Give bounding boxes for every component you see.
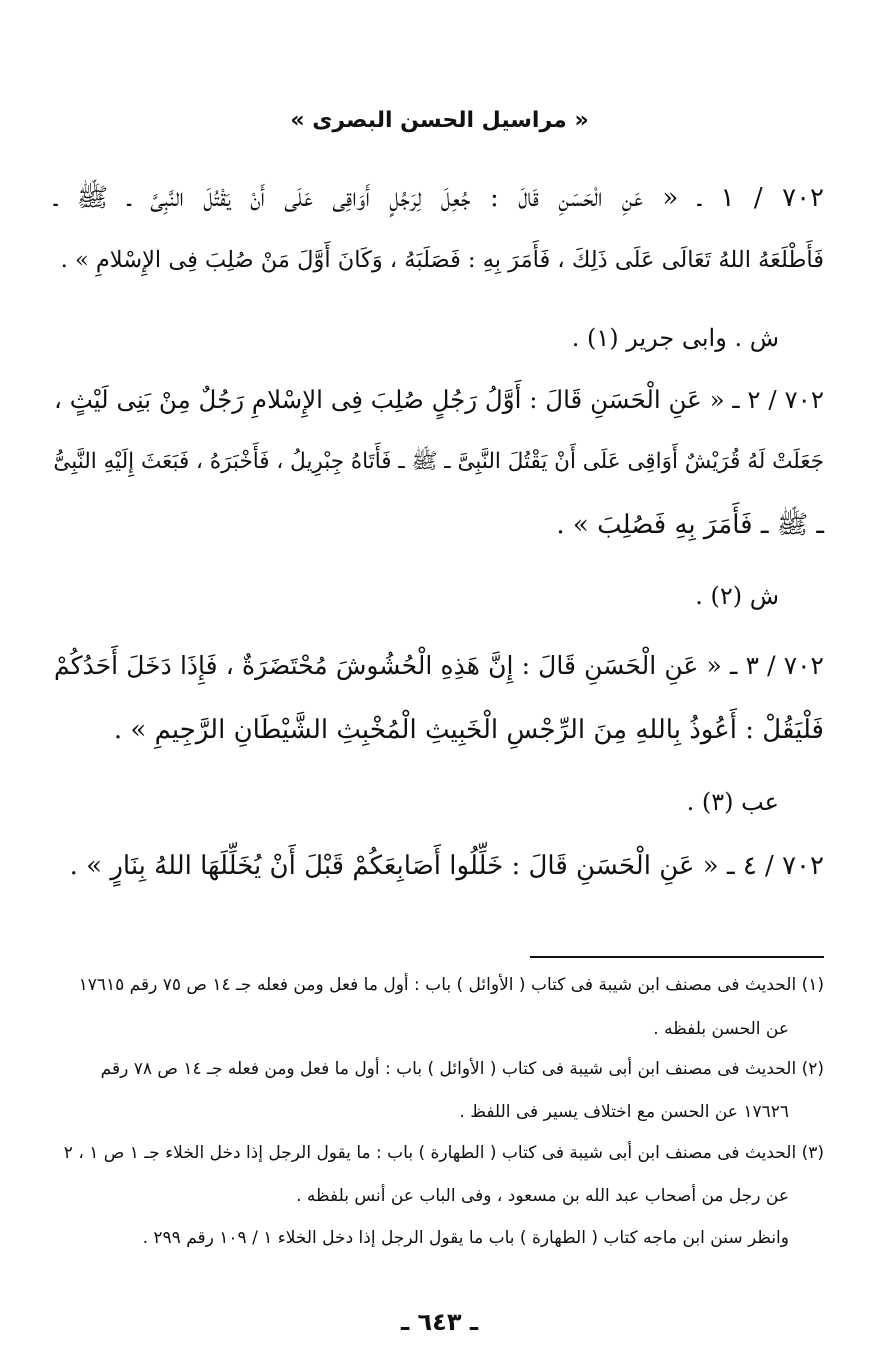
hadith-1-source: ش . وابى جرير (١) . [571,324,779,352]
hadith-4-line-1: ٧٠٢ / ٤ ـ « عَنِ الْحَسَنِ قَالَ : خَلِّلُوا أَصَابِعَكُمْ قَبْلَ أَنْ يُخَلِّلَهَا اللهُ بِنَارٍ » . [69,851,824,881]
hadith-2-line-1: ٧٠٢ / ٢ ـ « عَنِ الْحَسَنِ قَالَ : أَوَّلُ رَجُلٍ صُلِبَ فِى الإِسْلامِ رَجُلٌ مِنْ بَنِى لَيْثٍ ، [54,385,824,414]
hadith-2-line-2: جَعَلَتْ لَهُ قُرَيْشٌ أَوَاقِى عَلَى أَنْ يَقْتُلَ النَّبِىَّ ـ ﷺ ـ فَأَتَاهُ جِبْرِيلُ ، فَأَخْبَرَهُ ، فَبَعَثَ إِلَيْهِ النَّبِىُّ [53,449,824,474]
footnote-1-line-1: (١) الحديث فى مصنف ابن شيبة فى كتاب ( الأوائل ) باب : أول ما فعل ومن فعله جـ ١٤ ص ٧٥ رقم ١٧٦١٥ [78,975,824,995]
hadith-3-line-1: ٧٠٢ / ٣ ـ « عَنِ الْحَسَنِ قَالَ : إِنَّ هَذِهِ الْحُشُوشَ مُحْتَضَرَةٌ ، فَإِذَا دَخَلَ أَحَدُكُمْ [54,651,824,680]
footnote-3-line-1: (٣) الحديث فى مصنف ابن أبى شيبة فى كتاب ( الطهارة ) باب : ما يقول الرجل إذا دخل الخلاء جـ ١ ص ١ ، ٢ [63,1143,824,1163]
footnote-1-line-2: عن الحسن بلفظه . [653,1019,789,1039]
hadith-3-source: عب (٣) . [686,788,779,816]
footnote-2-line-1: (٢) الحديث فى مصنف ابن أبى شيبة فى كتاب ( الأوائل ) باب : أول ما فعل ومن فعله جـ ١٤ ص ٧٨ رقم [100,1059,824,1079]
page-number: ـ ٦٤٣ ـ [400,1308,479,1336]
running-title: « مراسيل الحسن البصرى » [290,108,589,133]
hadith-2-line-3: ـ ﷺ ـ فَأَمَرَ بِهِ فَصُلِبَ » . [556,510,824,540]
hadith-3-line-2: فَلْيَقُلْ : أَعُوذُ بِاللهِ مِنَ الرِّجْسِ الْخَبِيثِ الْمُخْبِثِ الشَّيْطَانِ الرَّجِيمِ » . [113,715,824,745]
hadith-1-line-2: فَأَطْلَعَهُ اللهُ تَعَالَى عَلَى ذَلِكَ ، فَأَمَرَ بِهِ : فَصَلَبَهُ ، وَكَانَ أَوَّلَ مَنْ صُلِبَ فِى الإِسْلامِ » . [60,247,824,273]
footnote-2-line-2: ١٧٦٢٦ عن الحسن مع اختلاف يسير فى اللفظ . [459,1102,789,1122]
footnote-3-line-2: عن رجل من أصحاب عبد الله بن مسعود ، وفى الباب عن أنس بلفظه . [296,1186,789,1206]
hadith-2-source: ش (٢) . [695,582,779,610]
footnote-separator [530,956,824,958]
footnote-3-line-3: وانظر سنن ابن ماجه كتاب ( الطهارة ) باب ما يقول الرجل إذا دخل الخلاء ١ / ١٠٩ رقم ٢٩٩ . [142,1228,789,1248]
hadith-1-line-1: ٧٠٢ / ١ ـ « عَنِ الْحَسَنِ قَالَ : جُعِلَ لِرَجُلٍ أَوَاقِى عَلَى أَنْ يَقْتُلَ النَّبِىَّ ـ ﷺ ـ [54,183,825,213]
